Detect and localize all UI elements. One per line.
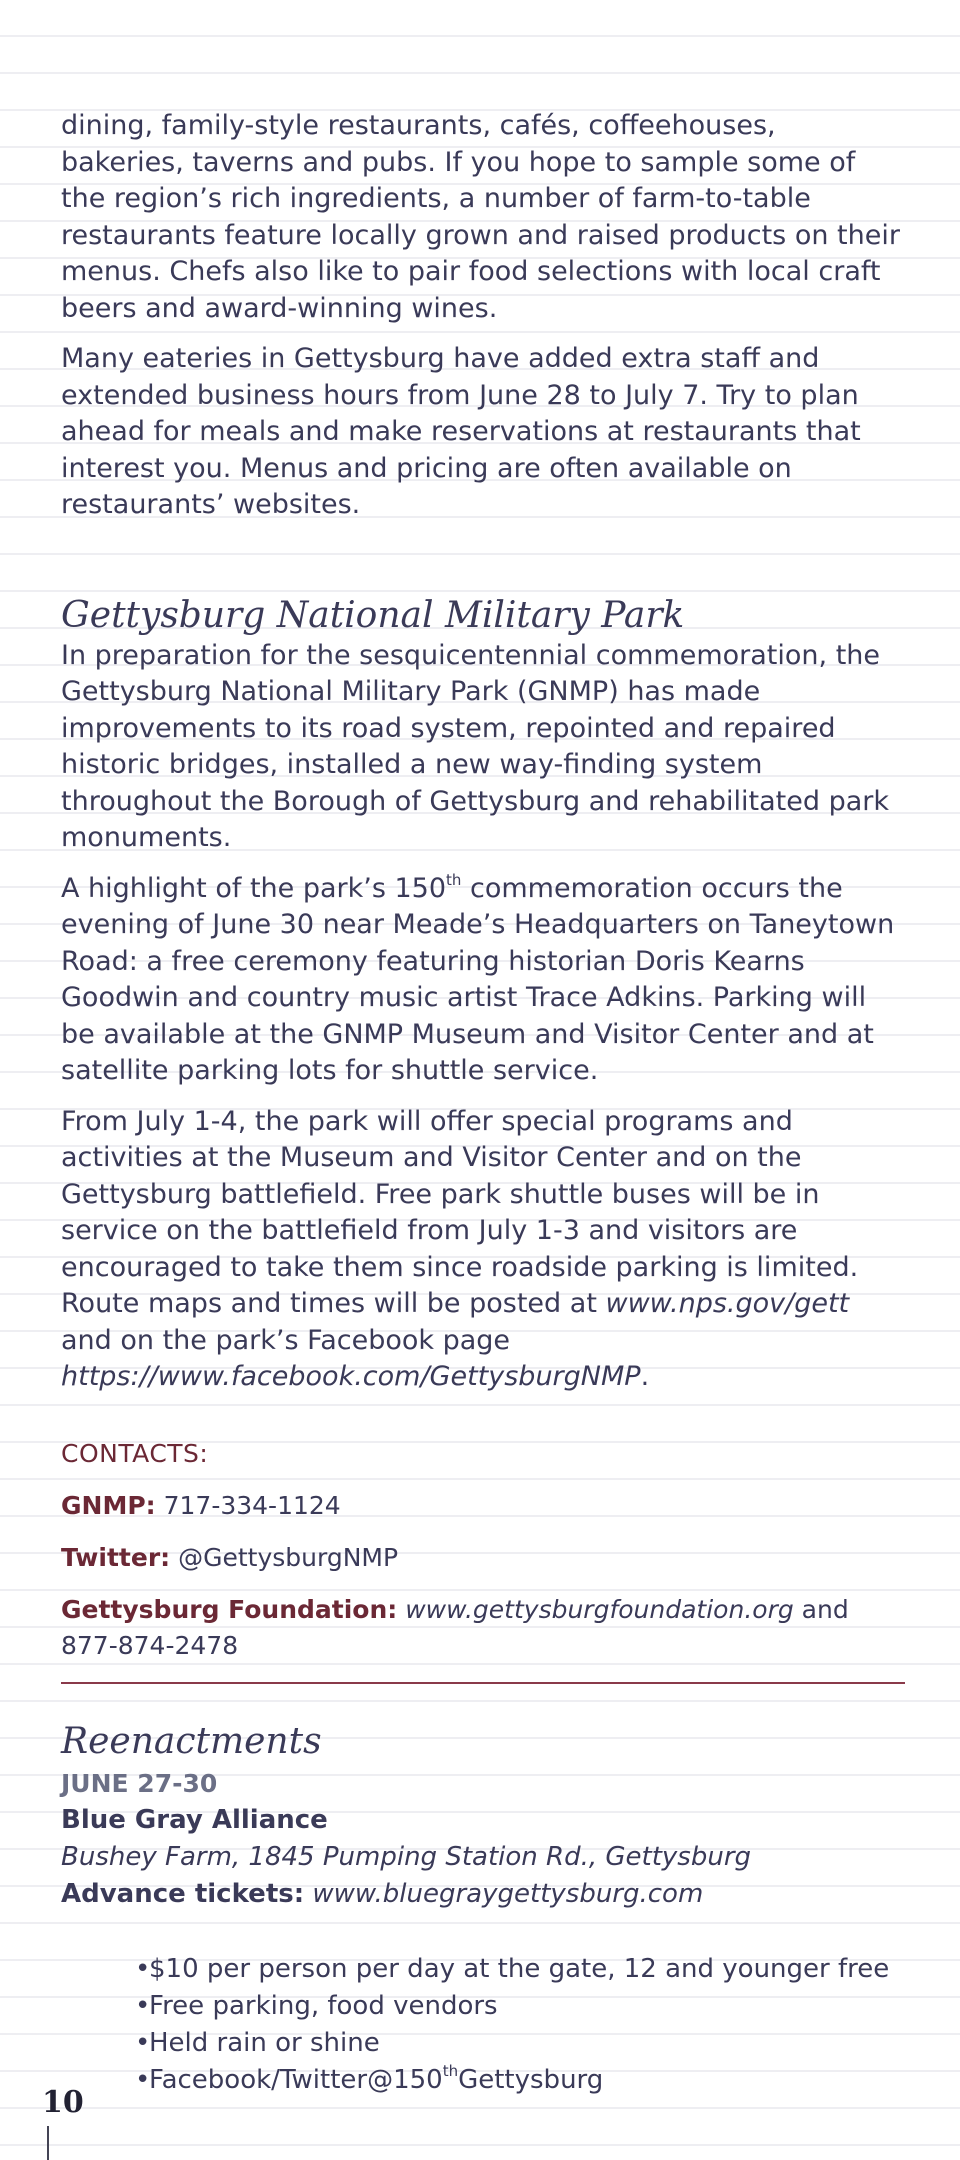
tickets-link[interactable]: www.bluegraygettysburg.com <box>312 1878 704 1909</box>
event-tickets <box>61 1876 905 1913</box>
foundation-label: Gettysburg Foundation: <box>61 1594 398 1624</box>
gnmp-paragraph-3 <box>61 1104 905 1396</box>
gnmp-paragraph-3-period: . <box>640 1361 650 1392</box>
event-organizer: Blue Gray Alliance <box>61 1804 328 1835</box>
gnmp-paragraph-3-text: From July 1-4, the park will offer special programs and activities at the Museum and Visitor Center and on the Gettysburg battlefield. Free park shuttle buses will be in service on the battlefield from July 1-3 and visitors are encouraged to take them since roadside parking is limited. Route maps and times will be posted at <box>61 1105 859 1319</box>
social-handle-end: Gettysburg <box>458 2064 604 2095</box>
list-item: • $10 per person per day at the gate, 12 and younger free <box>135 1951 905 1988</box>
twitter-handle[interactable]: @GettysburgNMP <box>170 1542 399 1572</box>
reenactments-section-title: Reenactments <box>61 1720 322 1762</box>
twitter-label: Twitter: <box>61 1542 171 1572</box>
eateries-paragraph: Many eateries in Gettysburg have added extra staff and extended business hours from June 28 to July 7. Try to plan ahead for meals and make reservations at restaurants that interest you. Menus and pricing are often available on restaurants’ websites. <box>61 343 861 520</box>
list-item <box>135 2062 905 2099</box>
event-date: JUNE 27-30 <box>61 1768 218 1798</box>
facebook-link[interactable]: https://www.facebook.com/GettysburgNMP <box>61 1361 641 1392</box>
contact-foundation <box>61 1592 905 1664</box>
gnmp-paragraph-3-text-mid: and on the park’s Facebook page <box>61 1324 511 1356</box>
list-item: • Held rain or shine <box>135 2025 905 2062</box>
page-number: 10 <box>42 2085 84 2120</box>
gnmp-paragraph-2-start: A highlight of the park’s 150 <box>61 872 447 904</box>
foundation-link[interactable]: www.gettysburgfoundation.org <box>405 1594 794 1624</box>
gnmp-paragraph-2-end: commemoration occurs the evening of June 30 near Meade’s Headquarters on Taneytown Road: a free ceremony featuring historian Doris Kearns Goodwin and country music artist Trace Adkins. Parking will be available at the GNMP Museum and Visitor Center and at satellite parking lots for shuttle service. <box>61 872 895 1086</box>
ordinal-superscript: th <box>446 870 462 889</box>
gnmp-paragraph-2 <box>61 871 905 1090</box>
foundation-phone: and 877-874-2478 <box>61 1594 849 1660</box>
social-superscript: th <box>442 2061 459 2080</box>
gnmp-phone: 717-334-1124 <box>155 1490 341 1520</box>
contacts-heading: CONTACTS: <box>61 1438 209 1468</box>
nps-link[interactable]: www.nps.gov/gett <box>605 1288 850 1319</box>
contact-twitter <box>61 1540 905 1576</box>
event-location: Bushey Farm, 1845 Pumping Station Rd., Gettysburg <box>61 1841 752 1872</box>
section-divider <box>61 1682 905 1684</box>
social-handle-start: Facebook/Twitter@150 <box>149 2064 443 2095</box>
gnmp-section-title: Gettysburg National Military Park <box>61 594 685 636</box>
gnmp-label: GNMP: <box>61 1490 156 1520</box>
page-content <box>61 108 905 2099</box>
tickets-label: Advance tickets: <box>61 1878 305 1909</box>
contact-gnmp <box>61 1488 905 1524</box>
dining-paragraph: dining, family-style restaurants, cafés, coffeehouses, bakeries, taverns and pubs. If you hope to sample some of the region’s rich ingredients, a number of farm-to-table restaurants feature locally grown and raised products on their menus. Chefs also like to pair food selections with local craft beers and award-winning wines. <box>61 110 900 324</box>
list-item: • Free parking, food vendors <box>135 1988 905 2025</box>
event-details-list <box>61 1951 905 2099</box>
page-number-rule <box>47 2126 49 2160</box>
gnmp-paragraph-1: In preparation for the sesquicentennial commemoration, the Gettysburg National Military Park (GNMP) has made improvements to its road system, repointed and repaired historic bridges, installed a new way-finding system throughout the Borough of Gettysburg and rehabilitated park monuments. <box>61 639 890 853</box>
